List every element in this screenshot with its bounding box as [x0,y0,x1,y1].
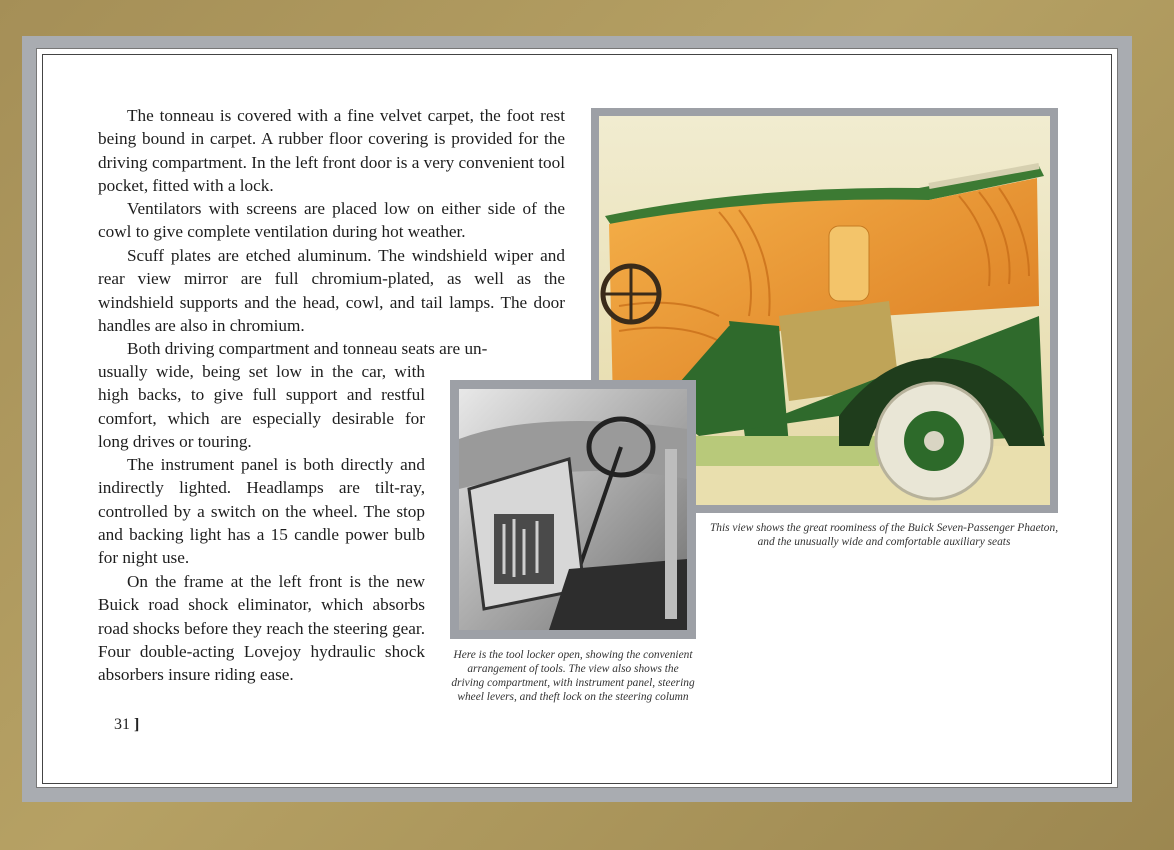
page-number-bracket: ] [134,716,140,733]
paragraph-scuff-plates: Scuff plates are etched aluminum. The windshield wiper and rear view mirror are full chromium-plated, as well as the windshield supports and the head, cowl, and tail lamps. The door handles are also in chromium. [98,246,565,335]
paragraph-seats: usually wide, being set low in the car, with high backs, to give full support and restful comfort, which are especially desirable for long drives or touring. [98,362,425,451]
large-illustration-caption: This view shows the great roominess of the Buick Seven-Passenger Phaeton, and the unusually wide and comfortable auxiliary seats [709,522,1059,548]
tool-locker-photo [450,380,696,639]
paragraph-tonneau-carpet: The tonneau is covered with a fine velvet carpet, the foot rest being bound in carpet. A rubber floor covering is provided for the driving compartment. In the left front door is a very convenient tool pocket, fitted with a lock. [98,106,565,195]
page-number [114,716,139,734]
paragraph-seats-first-line: Both driving compartment and tonneau seats are un- [127,339,488,358]
tool-locker-photo-art [459,389,687,630]
small-photo-caption: Here is the tool locker open, showing the convenient arrangement of tools. The view also shows the driving compartment, with instrument panel, steering wheel levers, and theft lock on the steering column [451,649,695,703]
paragraph-shock-eliminator: On the frame at the left front is the new Buick road shock eliminator, which absorbs road shocks before they reach the steering gear. Four double-acting Lovejoy hydraulic shock absorbers insure riding ease. [98,572,425,685]
paragraph-instrument-panel: The instrument panel is both directly and indirectly lighted. Headlamps are tilt-ray, controlled by a switch on the wheel. The stop and backing light has a 15 candle power bulb for night use. [98,455,425,568]
paragraph-ventilators: Ventilators with screens are placed low on either side of the cowl to give complete ventilation during hot weather. [98,199,565,242]
page-number-value: 31 [114,716,130,733]
